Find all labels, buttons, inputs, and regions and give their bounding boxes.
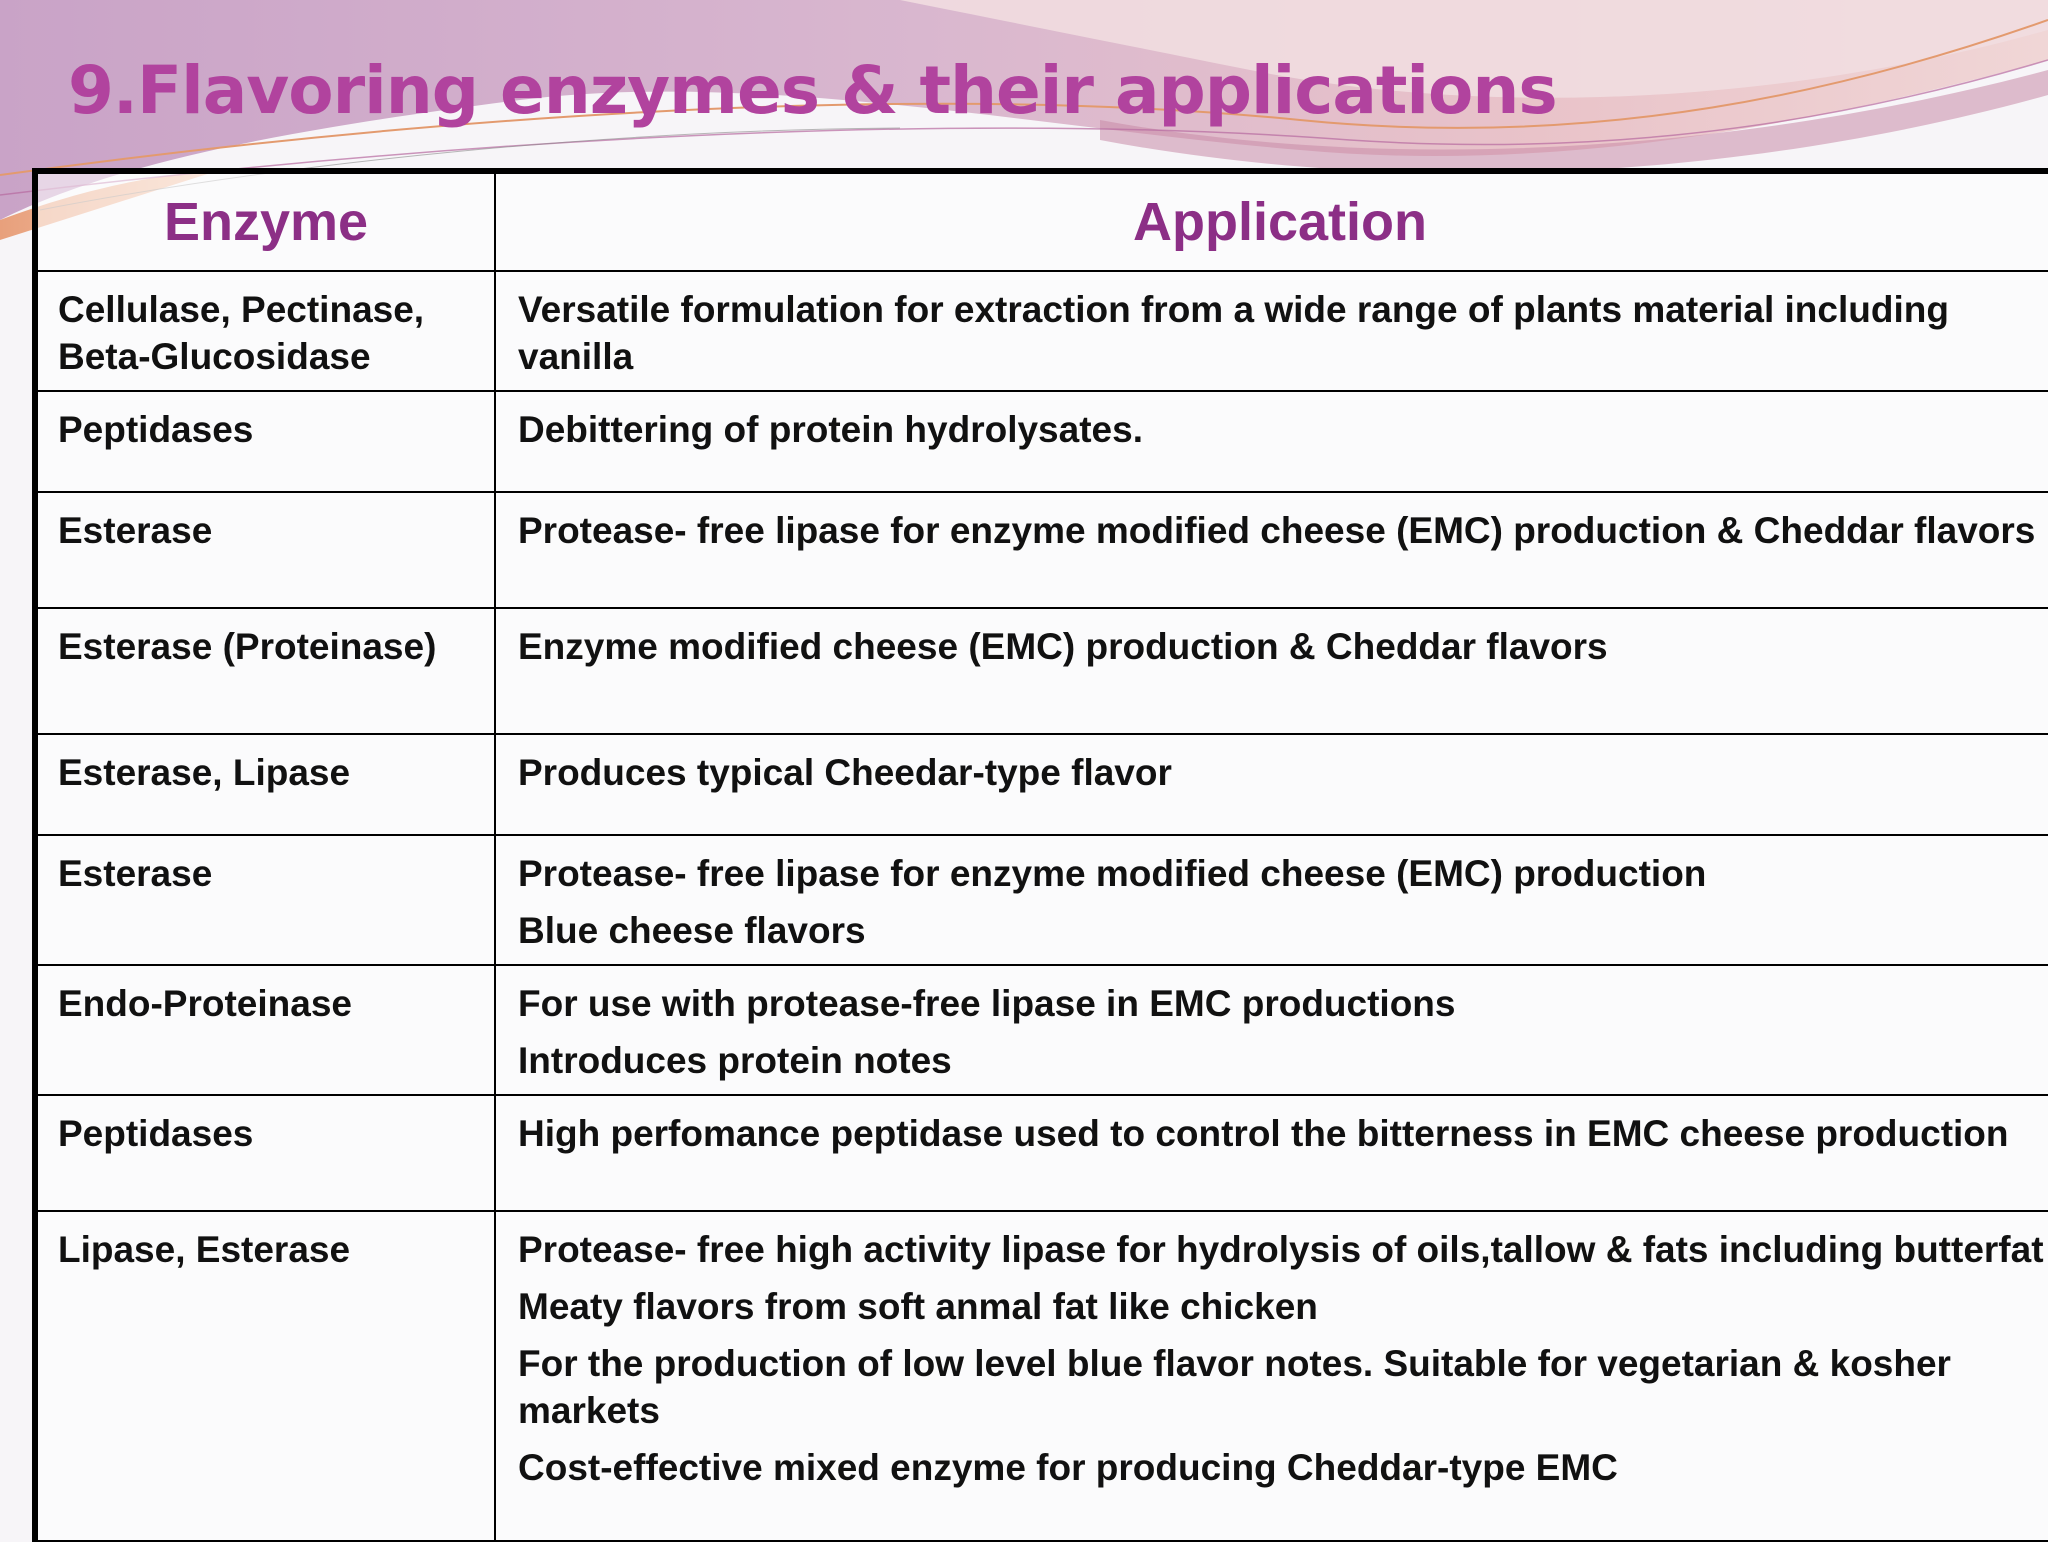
- application-line: Debittering of protein hydrolysates.: [518, 409, 1143, 450]
- application-cell: [495, 1095, 2048, 1211]
- application-cell: [495, 608, 2048, 734]
- application-line: Produces typical Cheedar-type flavor: [518, 752, 1172, 793]
- table-row: [35, 271, 2048, 391]
- enzyme-cell: Esterase: [35, 492, 495, 608]
- application-cell: [495, 734, 2048, 835]
- header-application: Application: [495, 171, 2048, 271]
- application-line: Protease- free high activity lipase for hydrolysis of oils,tallow & fats including butterfat: [518, 1229, 2044, 1270]
- enzyme-table: [32, 168, 2048, 1542]
- header-enzyme: Enzyme: [35, 171, 495, 271]
- enzyme-cell: Peptidases: [35, 391, 495, 492]
- application-line: Enzyme modified cheese (EMC) production & Cheddar flavors: [518, 626, 1608, 667]
- enzyme-cell: Esterase (Proteinase): [35, 608, 495, 734]
- enzyme-cell: Cellulase, Pectinase, Beta-Glucosidase: [35, 271, 495, 391]
- application-line: Versatile formulation for extraction from a wide range of plants material including vanilla: [518, 289, 1949, 377]
- enzyme-cell: Lipase, Esterase: [35, 1211, 495, 1541]
- application-cell: [495, 492, 2048, 608]
- application-line: High perfomance peptidase used to control the bitterness in EMC cheese production: [518, 1113, 2009, 1154]
- application-line: Cost-effective mixed enzyme for producing Cheddar-type EMC: [518, 1447, 1618, 1488]
- enzyme-cell: Endo-Proteinase: [35, 965, 495, 1095]
- application-line: Protease- free lipase for enzyme modified cheese (EMC) production: [518, 853, 1707, 894]
- table-row: [35, 835, 2048, 965]
- table-row: [35, 391, 2048, 492]
- enzyme-cell: Esterase: [35, 835, 495, 965]
- table-row: [35, 965, 2048, 1095]
- table-header-row: [35, 171, 2048, 271]
- table-row: [35, 1095, 2048, 1211]
- application-cell: [495, 271, 2048, 391]
- table-row: [35, 492, 2048, 608]
- application-line: Introduces protein notes: [518, 1040, 952, 1081]
- application-cell: [495, 391, 2048, 492]
- enzyme-cell: Peptidases: [35, 1095, 495, 1211]
- application-cell: [495, 1211, 2048, 1541]
- table-row: [35, 608, 2048, 734]
- application-line: For the production of low level blue flavor notes. Suitable for vegetarian & kosher markets: [518, 1343, 1951, 1431]
- slide-title: 9.Flavoring enzymes & their applications: [68, 52, 1557, 129]
- application-line: Protease- free lipase for enzyme modified cheese (EMC) production & Cheddar flavors: [518, 510, 2036, 551]
- application-line: Meaty flavors from soft anmal fat like chicken: [518, 1286, 1318, 1327]
- application-line: Blue cheese flavors: [518, 910, 866, 951]
- application-cell: [495, 965, 2048, 1095]
- table-row: [35, 1211, 2048, 1541]
- application-line: For use with protease-free lipase in EMC productions: [518, 983, 1456, 1024]
- application-cell: [495, 835, 2048, 965]
- table-row: [35, 734, 2048, 835]
- enzyme-cell: Esterase, Lipase: [35, 734, 495, 835]
